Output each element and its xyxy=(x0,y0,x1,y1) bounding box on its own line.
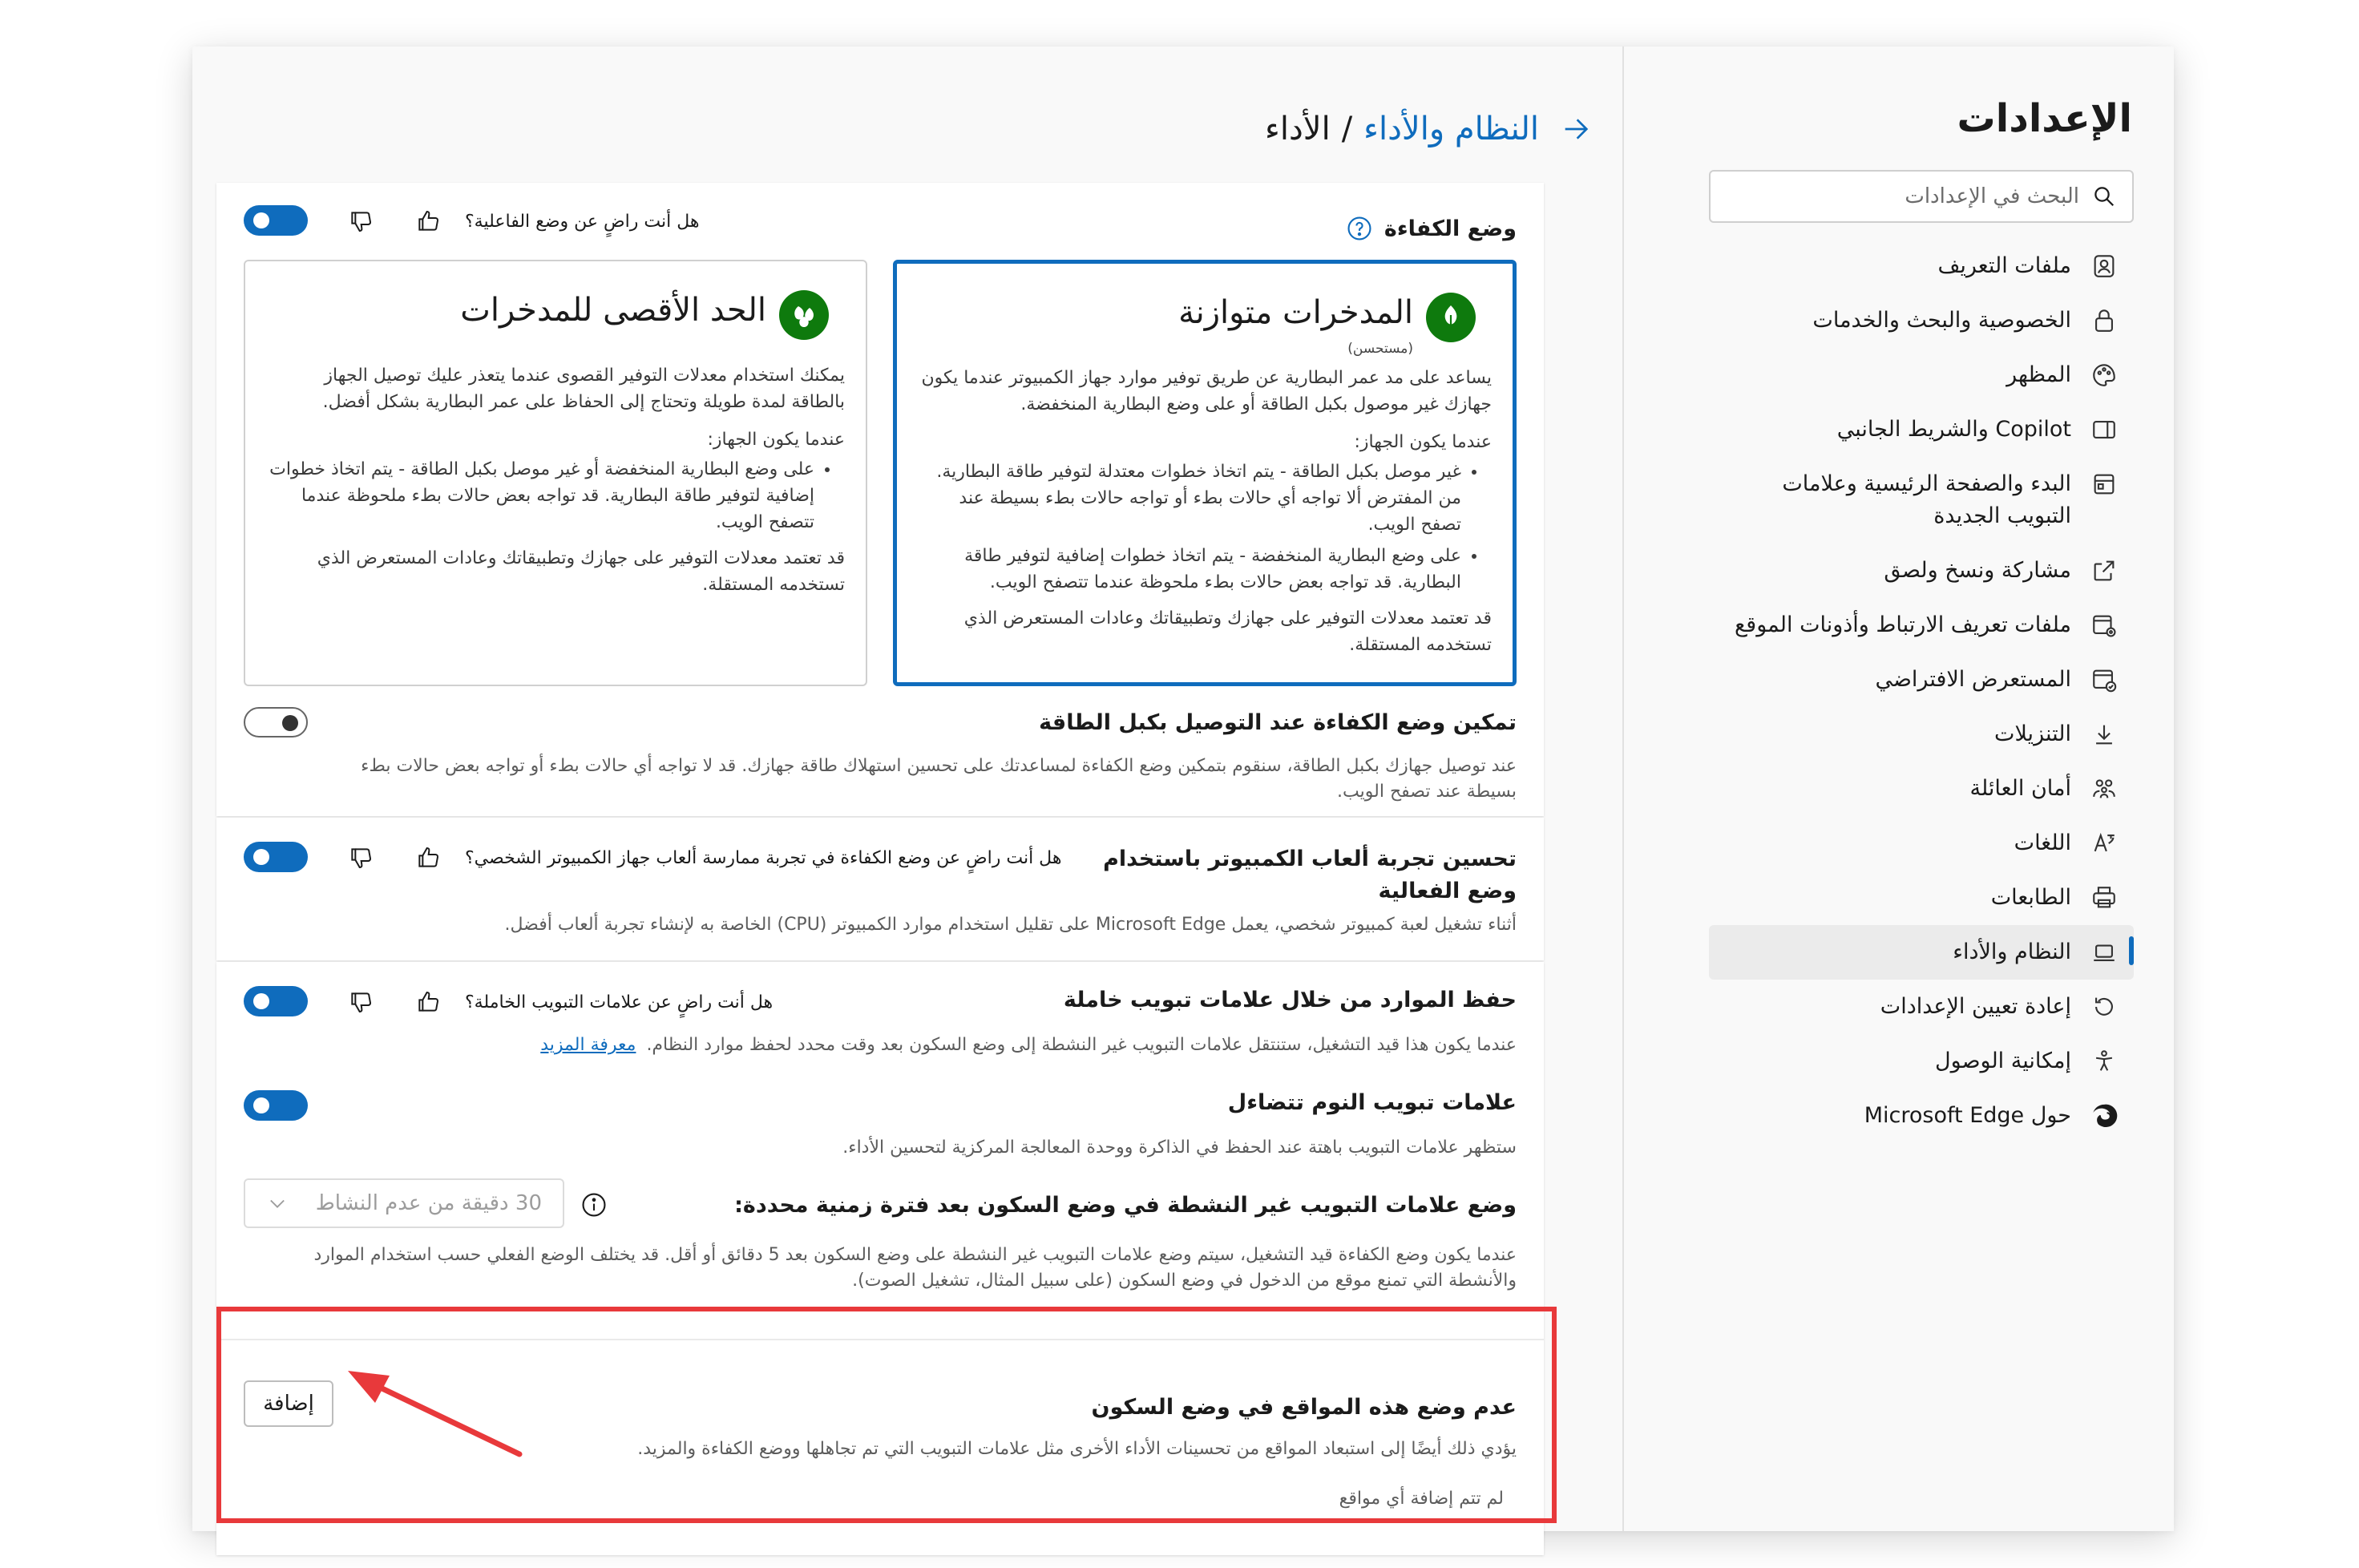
reset-icon xyxy=(2090,993,2118,1020)
plugged-in-desc: عند توصيل جهازك بكبل الطاقة، سنقوم بتمكين وضع الكفاءة لمساعدتك على تحسين استهلاك طاقة جهازك. قد لا تواجه أي حالات بطء أو تواجه بعض حالات بطء بسيطة عند تصفح الويب. xyxy=(361,756,1517,802)
thumbs-up-icon[interactable] xyxy=(415,845,441,871)
plugged-in-toggle[interactable] xyxy=(244,707,308,738)
sidebar-item-privacy[interactable] xyxy=(1709,293,2134,348)
sidebar-item-label: التنزيلات xyxy=(1994,721,2071,746)
profile-icon xyxy=(2090,253,2118,280)
back-arrow-icon[interactable] xyxy=(1560,113,1592,145)
leaves-icon xyxy=(779,290,829,340)
option-note: قد تعتمد معدلات التوفير على جهازك وتطبيقاتك وعادات المستعرض الذي تستخدمه المستقلة. xyxy=(317,548,845,595)
sidebar-item-label: المظهر xyxy=(2006,362,2071,387)
gaming-title: تحسين تجربة ألعاب الكمبيوتر باستخدام وضع الفعالية xyxy=(1103,847,1517,903)
sidebar-item-languages[interactable] xyxy=(1709,816,2134,871)
option-body xyxy=(918,365,1492,658)
never-sleep-title: عدم وضع هذه المواقع في وضع السكون xyxy=(1091,1395,1517,1420)
sleeping-tabs-toggle[interactable] xyxy=(244,986,308,1016)
printer-icon xyxy=(2090,884,2118,911)
option-title: الحد الأقصى للمدخرات xyxy=(460,292,766,329)
sidebar-item-appearance[interactable] xyxy=(1709,348,2134,402)
sidebar-item-share[interactable] xyxy=(1709,544,2134,598)
edge-icon xyxy=(2090,1102,2118,1130)
inactive-timer-title: وضع علامات التبويب غير النشطة في وضع السكون بعد فترة زمنية محددة: xyxy=(734,1193,1517,1218)
thumbs-down-icon[interactable] xyxy=(348,208,374,234)
thumbs-down-icon[interactable] xyxy=(348,845,374,871)
plugged-in-title: تمكين وضع الكفاءة عند التوصيل بكبل الطاقة xyxy=(1039,710,1517,735)
help-icon[interactable] xyxy=(1346,215,1373,242)
sidebar-icon xyxy=(2090,416,2118,443)
sleeping-tabs-desc: عندما يكون هذا قيد التشغيل، ستنتقل علامات التبويب غير النشطة إلى وضع السكون بعد وقت محدد لحفظ موارد النظام. معرفة المزيد xyxy=(540,1035,1517,1055)
add-site-button[interactable]: إضافة xyxy=(244,1380,333,1427)
fade-tabs-toggle[interactable] xyxy=(244,1090,308,1121)
settings-search[interactable] xyxy=(1709,170,2134,223)
sidebar-item-label: المستعرض الافتراضي xyxy=(1875,667,2071,692)
breadcrumb-parent-link[interactable]: النظام والأداء xyxy=(1363,111,1539,148)
palette-icon xyxy=(2090,362,2118,389)
settings-title: الإعدادات xyxy=(1957,96,2132,141)
learn-more-link[interactable]: معرفة المزيد xyxy=(540,1035,636,1055)
sleeping-tabs-feedback xyxy=(348,989,773,1015)
thumbs-up-icon[interactable] xyxy=(415,208,441,234)
cookie-permissions-icon xyxy=(2090,612,2118,639)
option-when-label: عندما يكون الجهاز: xyxy=(1354,432,1492,452)
sidebar-item-default-browser[interactable] xyxy=(1709,653,2134,707)
laptop-icon xyxy=(2090,939,2118,966)
sidebar-item-label: الخصوصية والبحث والخدمات xyxy=(1812,308,2071,333)
thumbs-down-icon[interactable] xyxy=(348,989,374,1015)
settings-nav xyxy=(1709,239,2134,1143)
sleeping-tabs-card xyxy=(216,962,1544,1555)
chevron-down-icon xyxy=(266,1192,289,1214)
inactive-timer-desc: عندما يكون وضع الكفاءة قيد التشغيل، سيتم وضع علامات التبويب غير النشطة على وضع السكون بعد 5 دقائق أو أقل. قد يختلف الوضع الفعلي حسب استخدام الموارد والأنشطة التي تمنع موقع من الدخول في وضع السكون (على سبيل المثال، تشغيل الصوت). xyxy=(313,1245,1517,1291)
settings-content xyxy=(192,46,1624,1531)
sidebar-item-downloads[interactable] xyxy=(1709,707,2134,762)
sidebar-item-start-home[interactable] xyxy=(1709,457,2134,544)
option-title: المدخرات متوازنة xyxy=(1178,294,1413,331)
family-icon xyxy=(2090,775,2118,802)
sidebar-item-label: إمكانية الوصول xyxy=(1935,1049,2071,1073)
sidebar-item-profiles[interactable] xyxy=(1709,239,2134,293)
option-subtitle: (مستحسن) xyxy=(1347,341,1413,357)
inactive-timer-dropdown[interactable] xyxy=(244,1178,564,1228)
gaming-toggle[interactable] xyxy=(244,842,308,872)
feedback-question: هل أنت راضٍ عن وضع الفاعلية؟ xyxy=(465,211,700,232)
leaf-icon xyxy=(1426,293,1476,342)
page-title: الأداء xyxy=(1265,111,1331,148)
share-icon xyxy=(2090,557,2118,584)
fade-tabs-desc: ستظهر علامات التبويب باهتة عند الحفظ في الذاكرة ووحدة المعالجة المركزية لتحسين الأداء. xyxy=(842,1138,1517,1158)
sidebar-item-label: Copilot والشريط الجانبي xyxy=(1836,417,2071,442)
option-when-label: عندما يكون الجهاز: xyxy=(707,430,845,450)
feedback-question: هل أنت راضٍ عن وضع الكفاءة في تجربة ممارسة ألعاب جهاز الكمبيوتر الشخصي؟ xyxy=(465,847,1062,868)
gaming-desc: أثناء تشغيل لعبة كمبيوتر شخصي، يعمل Microsoft Edge على تقليل استخدام موارد الكمبيوتر (CPU) الخاصة به لإنشاء تجربة ألعاب أفضل. xyxy=(504,915,1517,935)
dropdown-value: 30 دقيقة من عدم النشاط xyxy=(315,1191,542,1215)
sidebar-item-label: أمان العائلة xyxy=(1969,776,2071,801)
efficiency-feedback xyxy=(348,208,699,234)
sidebar-item-label: حول Microsoft Edge xyxy=(1864,1103,2071,1128)
option-maximum-savings[interactable] xyxy=(244,260,867,686)
sidebar-item-system-performance[interactable] xyxy=(1709,925,2134,980)
efficiency-mode-toggle[interactable] xyxy=(244,205,308,236)
gaming-feedback xyxy=(348,845,1061,871)
section-divider xyxy=(216,1339,1544,1340)
home-tabs-icon xyxy=(2090,471,2118,498)
option-bullet: • على وضع البطارية المنخفضة أو غير موصل بكبل الطاقة - يتم اتخاذ خطوات إضافية لتوفير طاقة البطارية. قد تواجه بعض حالات بطء ملحوظة عندما تتصفح الويب. xyxy=(266,456,814,535)
feedback-question: هل أنت راضٍ عن علامات التبويب الخاملة؟ xyxy=(465,992,774,1012)
option-note: قد تعتمد معدلات التوفير على جهازك وتطبيقاتك وعادات المستعرض الذي تستخدمه المستقلة. xyxy=(963,608,1492,655)
sidebar-item-label: إعادة تعيين الإعدادات xyxy=(1880,994,2071,1019)
settings-sidebar xyxy=(1622,46,2174,1531)
breadcrumb xyxy=(1265,111,1592,148)
no-sites-text: لم تتم إضافة أي مواقع xyxy=(1339,1489,1504,1509)
sidebar-item-reset[interactable] xyxy=(1709,980,2134,1034)
efficiency-mode-title: وضع الكفاءة xyxy=(1346,215,1517,242)
option-bullets xyxy=(918,459,1492,596)
sleeping-tabs-title: حفظ الموارد من خلال علامات تبويب خاملة xyxy=(1063,988,1517,1012)
sidebar-item-label: الطابعات xyxy=(1990,885,2071,910)
option-bullet: • على وضع البطارية المنخفضة - يتم اتخاذ خطوات إضافية لتوفير طاقة البطارية. قد تواجه بعض حالات بطء ملحوظة عندما تتصفح الويب. xyxy=(918,543,1461,596)
sidebar-item-label: ملفات تعريف الارتباط وأذونات الموقع xyxy=(1734,612,2071,637)
accessibility-icon xyxy=(2090,1048,2118,1075)
option-body xyxy=(266,362,845,598)
option-bullet: • غير موصل بكبل الطاقة - يتم اتخاذ خطوات معتدلة لتوفير طاقة البطارية. من المفترض ألا تواجه أي حالات بطء أو تواجه حالات بطء بسيطة عند تصفح الويب. xyxy=(918,459,1461,538)
sidebar-item-accessibility[interactable] xyxy=(1709,1034,2134,1089)
sidebar-item-cookies[interactable] xyxy=(1709,598,2134,653)
sidebar-item-label: مشاركة ونسخ ولصق xyxy=(1884,558,2071,583)
efficiency-mode-card xyxy=(216,183,1544,816)
download-icon xyxy=(2090,721,2118,748)
sidebar-item-label: ملفات التعريف xyxy=(1937,253,2071,278)
sidebar-item-family[interactable] xyxy=(1709,762,2134,816)
language-icon xyxy=(2090,830,2118,857)
sidebar-item-label: البدء والصفحة الرئيسية وعلامات التبويب الجديدة xyxy=(1782,471,2071,528)
breadcrumb-separator: / xyxy=(1341,111,1353,148)
search-icon xyxy=(2092,184,2116,208)
option-bullets xyxy=(266,456,845,535)
sidebar-item-label: اللغات xyxy=(2014,830,2071,855)
default-browser-icon xyxy=(2090,666,2118,693)
sidebar-item-label: النظام والأداء xyxy=(1953,940,2071,964)
option-intro: يساعد على مد عمر البطارية عن طريق توفير موارد جهاز الكمبيوتر عندما يكون جهازك غير موصول بكبل الطاقة أو على وضع البطارية المنخفضة. xyxy=(921,368,1492,414)
search-input[interactable] xyxy=(1725,184,2081,209)
thumbs-up-icon[interactable] xyxy=(415,989,441,1015)
option-balanced-savings[interactable] xyxy=(893,260,1517,686)
lock-icon xyxy=(2090,307,2118,334)
gaming-card xyxy=(216,818,1544,960)
info-icon[interactable] xyxy=(580,1191,608,1218)
sidebar-item-copilot[interactable] xyxy=(1709,402,2134,457)
sidebar-item-about[interactable] xyxy=(1709,1089,2134,1143)
settings-window xyxy=(192,46,2174,1531)
sidebar-item-printers[interactable] xyxy=(1709,871,2134,925)
option-intro: يمكنك استخدام معدلات التوفير القصوى عندما يتعذر عليك توصيل الجهاز بالطاقة لمدة طويلة وتحتاج إلى الحفاظ على عمر البطارية بشكل أفضل. xyxy=(322,366,845,412)
fade-tabs-title: علامات تبويب النوم تتضاءل xyxy=(1227,1090,1517,1115)
never-sleep-desc: يؤدي ذلك أيضًا إلى استبعاد المواقع من تحسينات الأداء الأخرى مثل علامات التبويب التي تم تجاهلها ووضع الكفاءة والمزيد. xyxy=(637,1439,1517,1459)
